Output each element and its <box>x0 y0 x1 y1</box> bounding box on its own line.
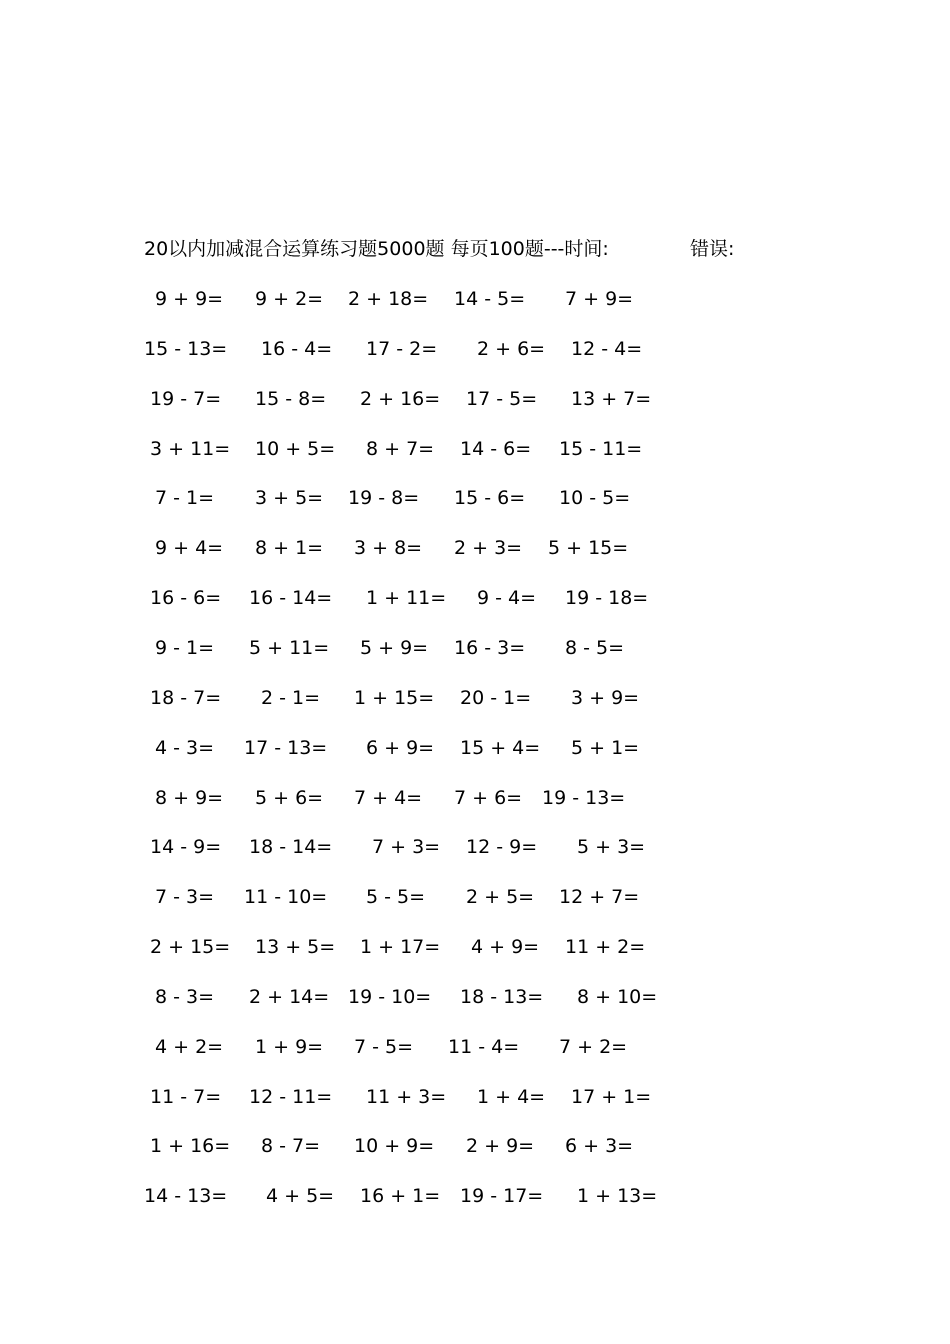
problem-r15-c2: 2 + 14= <box>249 985 330 1008</box>
problem-r15-c4: 18 - 13= <box>460 985 544 1008</box>
problem-r16-c2: 1 + 9= <box>255 1035 324 1058</box>
problem-r4-c3: 8 + 7= <box>366 437 435 460</box>
worksheet-header <box>144 236 735 262</box>
problem-r10-c4: 15 + 4= <box>460 736 541 759</box>
problem-r15-c5: 8 + 10= <box>577 985 658 1008</box>
problem-r16-c3: 7 - 5= <box>354 1035 414 1058</box>
problem-r9-c1: 18 - 7= <box>150 686 222 709</box>
problem-r3-c3: 2 + 16= <box>360 387 441 410</box>
problem-r3-c5: 13 + 7= <box>571 387 652 410</box>
problem-r7-c5: 19 - 18= <box>565 587 649 610</box>
problem-r6-c2: 8 + 1= <box>255 537 324 560</box>
problem-r8-c4: 16 - 3= <box>454 636 526 659</box>
problem-r18-c4: 2 + 9= <box>466 1135 535 1158</box>
problem-r14-c5: 11 + 2= <box>565 936 646 959</box>
problem-r4-c4: 14 - 6= <box>460 437 532 460</box>
problem-r11-c5: 19 - 13= <box>542 786 626 809</box>
problem-r12-c1: 14 - 9= <box>150 836 222 859</box>
problem-r1-c3: 2 + 18= <box>348 288 429 310</box>
problem-r15-c1: 8 - 3= <box>155 985 215 1008</box>
problem-r3-c4: 17 - 5= <box>466 387 538 410</box>
problem-r18-c1: 1 + 16= <box>150 1135 231 1158</box>
problem-r6-c5: 5 + 15= <box>548 537 629 560</box>
problem-r5-c4: 15 - 6= <box>454 487 526 510</box>
problem-r18-c2: 8 - 7= <box>261 1135 321 1158</box>
problem-r9-c4: 20 - 1= <box>460 686 532 709</box>
problem-r13-c5: 12 + 7= <box>559 886 640 909</box>
problem-r17-c1: 11 - 7= <box>150 1085 222 1108</box>
problem-r17-c4: 1 + 4= <box>477 1085 546 1108</box>
problem-r12-c5: 5 + 3= <box>577 836 646 859</box>
problem-r5-c1: 7 - 1= <box>155 487 215 510</box>
problem-r4-c5: 15 - 11= <box>559 437 643 460</box>
problem-r17-c2: 12 - 11= <box>249 1085 333 1108</box>
problem-r2-c2: 16 - 4= <box>261 337 333 360</box>
problem-r19-c2: 4 + 5= <box>266 1185 335 1208</box>
problem-r14-c2: 13 + 5= <box>255 936 336 959</box>
problem-r8-c3: 5 + 9= <box>360 636 429 659</box>
problem-r17-c5: 17 + 1= <box>571 1085 652 1108</box>
problem-r16-c4: 11 - 4= <box>448 1035 520 1058</box>
problem-r8-c1: 9 - 1= <box>155 636 215 659</box>
problem-r1-c5: 7 + 9= <box>565 288 634 310</box>
problem-r5-c2: 3 + 5= <box>255 487 324 510</box>
problem-r18-c3: 10 + 9= <box>354 1135 435 1158</box>
problem-r19-c1: 14 - 13= <box>144 1185 228 1208</box>
problem-r19-c3: 16 + 1= <box>360 1185 441 1208</box>
problem-r11-c1: 8 + 9= <box>155 786 224 809</box>
problem-r14-c1: 2 + 15= <box>150 936 231 959</box>
problem-r16-c5: 7 + 2= <box>559 1035 628 1058</box>
problem-r2-c1: 15 - 13= <box>144 337 228 360</box>
problem-r16-c1: 4 + 2= <box>155 1035 224 1058</box>
problem-r18-c5: 6 + 3= <box>565 1135 634 1158</box>
problem-r13-c1: 7 - 3= <box>155 886 215 909</box>
errors-label: 错误: <box>690 238 735 260</box>
problem-r19-c5: 1 + 13= <box>577 1185 658 1208</box>
problem-r13-c4: 2 + 5= <box>466 886 535 909</box>
problem-r6-c4: 2 + 3= <box>454 537 523 560</box>
problem-r5-c5: 10 - 5= <box>559 487 631 510</box>
problem-r6-c1: 9 + 4= <box>155 537 224 560</box>
problem-r11-c3: 7 + 4= <box>354 786 423 809</box>
problem-r11-c4: 7 + 6= <box>454 786 523 809</box>
problem-r13-c3: 5 - 5= <box>366 886 426 909</box>
problem-r1-c1: 9 + 9= <box>155 288 224 310</box>
problem-r7-c4: 9 - 4= <box>477 587 537 610</box>
problem-r14-c4: 4 + 9= <box>471 936 540 959</box>
problem-r3-c2: 15 - 8= <box>255 387 327 410</box>
problem-r2-c5: 12 - 4= <box>571 337 643 360</box>
problem-r14-c3: 1 + 17= <box>360 936 441 959</box>
problem-r4-c1: 3 + 11= <box>150 437 231 460</box>
problem-r12-c2: 18 - 14= <box>249 836 333 859</box>
problem-r9-c5: 3 + 9= <box>571 686 640 709</box>
problem-r7-c1: 16 - 6= <box>150 587 222 610</box>
problem-r2-c3: 17 - 2= <box>366 337 438 360</box>
problem-r17-c3: 11 + 3= <box>366 1085 447 1108</box>
problem-r15-c3: 19 - 10= <box>348 985 432 1008</box>
problem-r12-c3: 7 + 3= <box>372 836 441 859</box>
problem-r12-c4: 12 - 9= <box>466 836 538 859</box>
problem-r5-c3: 19 - 8= <box>348 487 420 510</box>
problem-r10-c3: 6 + 9= <box>366 736 435 759</box>
problem-r10-c2: 17 - 13= <box>244 736 328 759</box>
problem-r8-c5: 8 - 5= <box>565 636 625 659</box>
problem-r10-c1: 4 - 3= <box>155 736 215 759</box>
problem-r1-c4: 14 - 5= <box>454 288 526 310</box>
problem-r13-c2: 11 - 10= <box>244 886 328 909</box>
problem-r1-c2: 9 + 2= <box>255 288 324 310</box>
problem-r4-c2: 10 + 5= <box>255 437 336 460</box>
problem-r9-c3: 1 + 15= <box>354 686 435 709</box>
worksheet-title: 20以内加减混合运算练习题5000题 每页100题---时间: <box>144 238 609 260</box>
problem-r6-c3: 3 + 8= <box>354 537 423 560</box>
problem-r19-c4: 19 - 17= <box>460 1185 544 1208</box>
problem-r7-c2: 16 - 14= <box>249 587 333 610</box>
problem-r7-c3: 1 + 11= <box>366 587 447 610</box>
problem-r9-c2: 2 - 1= <box>261 686 321 709</box>
problem-r2-c4: 2 + 6= <box>477 337 546 360</box>
problem-r3-c1: 19 - 7= <box>150 387 222 410</box>
problem-r11-c2: 5 + 6= <box>255 786 324 809</box>
problem-r10-c5: 5 + 1= <box>571 736 640 759</box>
problem-r8-c2: 5 + 11= <box>249 636 330 659</box>
